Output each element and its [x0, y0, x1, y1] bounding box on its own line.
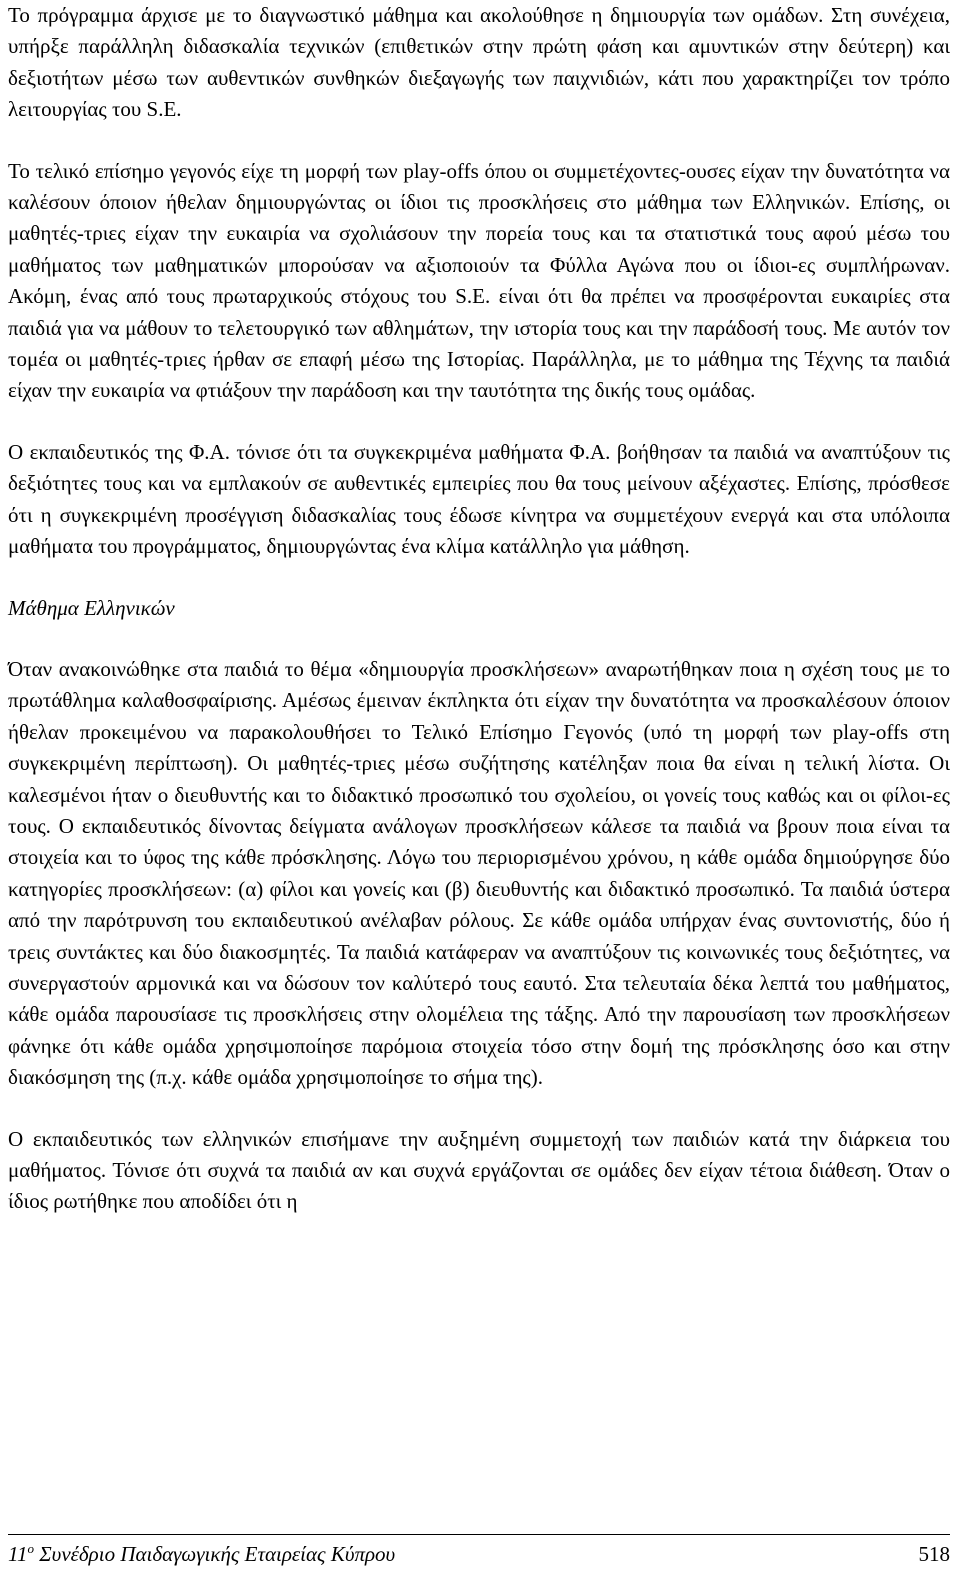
paragraph-pe-teacher: Ο εκπαιδευτικός της Φ.Α. τόνισε ότι τα συγκεκριμένα μαθήματα Φ.Α. βοήθησαν τα παιδιά να αναπτύξουν τις δεξιότητες τους και να εμπλακούν σε αυθεντικές εμπειρίες που θα τους μείνουν αξέχαστες. Επίσης, πρόσθεσε ότι η συγκεκριμένη προσέγγιση διδασκαλίας τους έδωσε κίνητρα να συμμετέχουν ενεργά και στα υπόλοιπα μαθήματα του προγράμματος, δημιουργώντας ένα κλίμα κατάλληλο για μάθηση. — [8, 439, 950, 559]
page-footer — [8, 1534, 950, 1569]
paragraph-invitations: Όταν ανακοινώθηκε στα παιδιά το θέμα «δημιουργία προσκλήσεων» αναρωτήθηκαν ποια η σχέση τους με το πρωτάθλημα καλαθοσφαίρισης. Αμέσως έμειναν έκπληκτα ότι είχαν την δυνατότητα να προσκαλέσουν όποιον ήθελαν προκειμένου να παρακολουθήσει το Τελικό Επίσημο Γεγονός (υπό τη μορφή των play-offs στη συγκεκριμένη περίπτωση). Οι μαθητές-τριες μέσω συζήτησης κατέληξαν ποια θα είναι η τελική λίστα. Οι καλεσμένοι ήταν ο διευθυντής και το διδακτικό προσωπικό του σχολείου, οι γονείς τους καθώς και οι φίλοι-ες τους. Ο εκπαιδευτικός δίνοντας δείγματα ανάλογων προσκλήσεων κάλεσε τα παιδιά να βρουν ποια είναι τα στοιχεία και το ύφος της κάθε πρόσκλησης. Λόγω του περιορισμένου χρόνου, η κάθε ομάδα δημιούργησε δύο κατηγορίες προσκλήσεων: (α) φίλοι και γονείς και (β) διευθυντής και διδακτικό προσωπικό. Τα παιδιά ύστερα από την παρότρυνση του εκπαιδευτικού ανέλαβαν ρόλους. Σε κάθε ομάδα υπήρχαν ένας συντονιστής, δύο ή τρεις συντάκτες και δύο διακοσμητές. Τα παιδιά κατάφεραν να αναπτύξουν τις κοινωνικές τους δεξιότητες, να συνεργαστούν αρμονικά και να δώσουν τον καλύτερό τους εαυτό. Στα τελευταία δέκα λεπτά του μαθήματος, κάθε ομάδα παρουσίασε τις προσκλήσεις στην ολομέλεια της τάξης. Από την παρουσίαση των προσκλήσεων φάνηκε ότι κάθε ομάδα χρησιμοποίησε παρόμοια στοιχεία τόσο στην δομή της πρόσκλησης όσο και στην διακόσμηση της (π.χ. κάθε ομάδα χρησιμοποίησε το σήμα της). — [8, 656, 950, 1090]
footer-page-number: 518 — [918, 1542, 950, 1566]
section-heading-greek-lesson: Μάθημα Ελληνικών — [8, 595, 175, 620]
footer-conference-name: Συνέδριο Παιδαγωγικής Εταιρείας Κύπρου — [39, 1542, 396, 1566]
paragraph-final-event: Το τελικό επίσημο γεγονός είχε τη μορφή των play-offs όπου οι συμμετέχοντες-ουσες είχαν την δυνατότητα να καλέσουν όποιον ήθελαν δημιουργώντας οι ίδιοι τις προσκλήσεις στο μάθημα των Ελληνικών. Επίσης, οι μαθητές-τριες είχαν την ευκαιρία να σχολιάσουν την πορεία τους και τα στατιστικά τους αφού μέσω του μαθήματος των μαθηματικών μπορούσαν να αξιοποιούν τα Φύλλα Αγώνα που οι ίδιοι-ες συμπλήρωναν. Ακόμη, ένας από τους πρωταρχικούς στόχους του S.E. είναι ότι θα πρέπει να προσφέρονται ευκαιρίες στα παιδιά για να μάθουν το τελετουργικό των αθλημάτων, την ιστορία τους και την παράδοσή τους. Με αυτόν τον τομέα οι μαθητές-τριες ήρθαν σε επαφή μέσω της Ιστορίας. Παράλληλα, με το μάθημα της Τέχνης τα παιδιά είχαν την ευκαιρία να φτιάξουν την παράδοση και την ταυτότητα της δικής τους ομάδας. — [8, 158, 950, 403]
footer-ordinal-number: 11 — [8, 1542, 28, 1566]
paragraph-greek-teacher: Ο εκπαιδευτικός των ελληνικών επισήμανε την αυξημένη συμμετοχή των παιδιών κατά την διάρκεια του μαθήματος. Τόνισε ότι συχνά τα παιδιά αν και συχνά εργάζονται σε ομάδες δεν είχαν τέτοια διάθεση. Όταν ο ίδιος ρωτήθηκε που αποδίδει ότι η — [8, 1126, 950, 1214]
footer-conference-title — [8, 1539, 395, 1569]
document-page — [8, 0, 950, 1218]
paragraph-program-start: Το πρόγραμμα άρχισε με το διαγνωστικό μάθημα και ακολούθησε η δημιουργία των ομάδων. Στη συνέχεια, υπήρξε παράλληλη διδασκαλία τεχνικών (επιθετικών στην πρώτη φάση και αμυντικών στην δεύτερη) και δεξιοτήτων μέσω των αυθεντικών συνθηκών διεξαγωγής των παιχνιδιών, κάτι που χαρακτηρίζει τον τρόπο λειτουργίας του S.E. — [8, 3, 950, 122]
footer-ordinal-suffix: ο — [27, 1541, 34, 1556]
